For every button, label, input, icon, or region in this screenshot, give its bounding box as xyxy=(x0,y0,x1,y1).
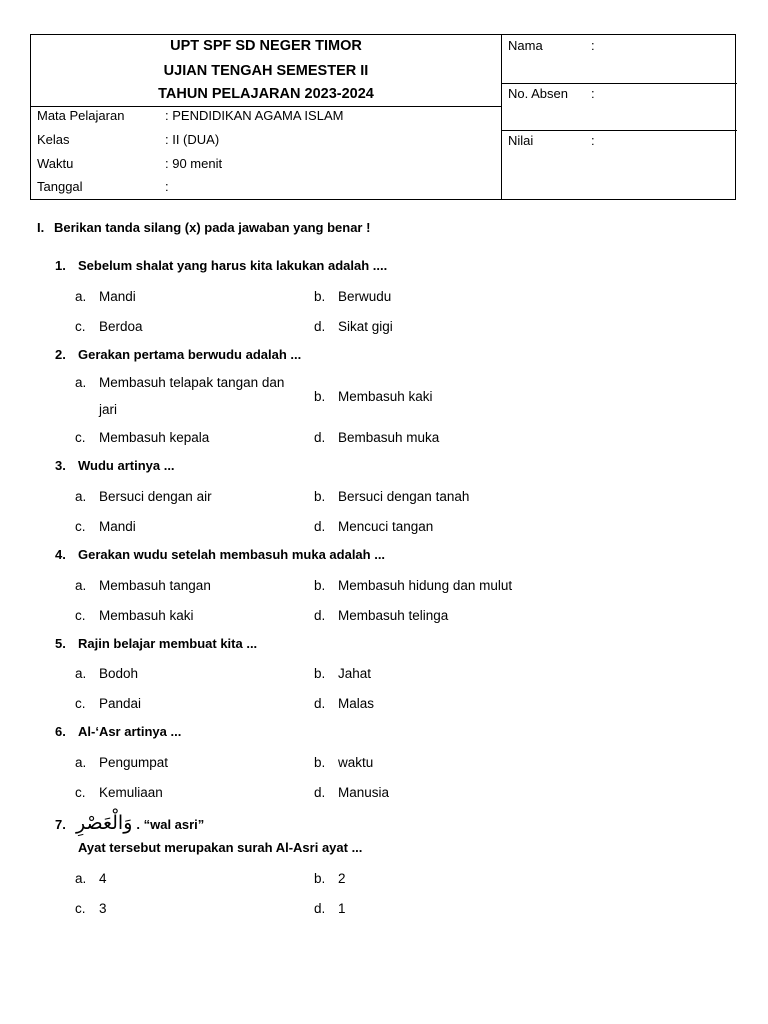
school-name: UPT SPF SD NEGER TIMOR xyxy=(170,38,362,54)
option-letter: c. xyxy=(75,319,86,334)
option-letter: a. xyxy=(75,871,87,886)
option-text: Membasuh kaki xyxy=(99,608,194,623)
field-value-time: : 90 menit xyxy=(165,156,223,171)
option-text: Mandi xyxy=(99,519,136,534)
section-instruction xyxy=(37,220,370,235)
option-letter: b. xyxy=(314,871,326,886)
option-text: Kemuliaan xyxy=(99,785,163,800)
option-1b[interactable] xyxy=(314,289,391,304)
option-1d[interactable] xyxy=(314,319,393,334)
option-2a-continued: jari xyxy=(99,402,118,417)
option-letter: c. xyxy=(75,901,86,916)
option-letter: b. xyxy=(314,289,326,304)
option-7c[interactable] xyxy=(75,901,107,916)
option-text: Pandai xyxy=(99,696,142,711)
question-2 xyxy=(55,347,301,362)
question-7 xyxy=(55,812,204,834)
option-4b[interactable] xyxy=(314,578,512,593)
arabic-verse: وَالْعَصْرِ xyxy=(76,812,133,834)
option-letter: d. xyxy=(314,785,326,800)
question-5 xyxy=(55,636,257,651)
option-text: Malas xyxy=(338,696,375,711)
header-divider-vertical xyxy=(501,35,502,199)
option-text: Jahat xyxy=(338,666,372,681)
option-letter: a. xyxy=(75,489,87,504)
option-letter: b. xyxy=(314,578,326,593)
question-text: . “wal asri” xyxy=(136,817,205,832)
option-2a[interactable] xyxy=(75,375,284,390)
option-letter: a. xyxy=(75,755,87,770)
option-letter: c. xyxy=(75,608,86,623)
option-text: Mandi xyxy=(99,289,136,304)
option-letter: b. xyxy=(314,389,326,404)
option-letter: d. xyxy=(314,696,326,711)
field-label-score: Nilai xyxy=(508,133,534,148)
option-text: 1 xyxy=(338,901,346,916)
option-text: Membasuh hidung dan mulut xyxy=(338,578,513,593)
option-2d[interactable] xyxy=(314,430,439,445)
academic-year: TAHUN PELAJARAN 2023-2024 xyxy=(158,86,374,102)
option-1a[interactable] xyxy=(75,289,136,304)
option-text: Membasuh kaki xyxy=(338,389,433,404)
option-3c[interactable] xyxy=(75,519,136,534)
option-6a[interactable] xyxy=(75,755,168,770)
option-text: Bembasuh muka xyxy=(338,430,440,445)
option-5c[interactable] xyxy=(75,696,141,711)
question-text: Al-‘Asr artinya ... xyxy=(78,724,182,739)
question-6 xyxy=(55,724,181,739)
option-4c[interactable] xyxy=(75,608,194,623)
option-text: 4 xyxy=(99,871,107,886)
option-text: Membasuh tangan xyxy=(99,578,211,593)
option-6d[interactable] xyxy=(314,785,389,800)
question-text: Rajin belajar membuat kita ... xyxy=(78,636,258,651)
option-6c[interactable] xyxy=(75,785,163,800)
option-7b[interactable] xyxy=(314,871,346,886)
field-value-class: : II (DUA) xyxy=(165,132,220,147)
option-letter: a. xyxy=(75,375,87,390)
field-value-subject: : PENDIDIKAN AGAMA ISLAM xyxy=(165,108,344,123)
exam-title: UJIAN TENGAH SEMESTER II xyxy=(163,63,369,79)
option-text: 3 xyxy=(99,901,107,916)
option-text: Bodoh xyxy=(99,666,139,681)
option-letter: b. xyxy=(314,666,326,681)
option-letter: c. xyxy=(75,519,86,534)
question-number: 5. xyxy=(55,636,66,651)
field-value-absen: : xyxy=(591,86,595,101)
option-text: 2 xyxy=(338,871,346,886)
question-text: Gerakan wudu setelah membasuh muka adalah ... xyxy=(78,547,386,562)
option-5d[interactable] xyxy=(314,696,374,711)
option-text: Pengumpat xyxy=(99,755,169,770)
field-label-absen: No. Absen xyxy=(508,86,568,101)
question-number: 6. xyxy=(55,724,66,739)
option-letter: c. xyxy=(75,785,86,800)
option-letter: c. xyxy=(75,696,86,711)
question-number: 3. xyxy=(55,458,66,473)
exam-header-table xyxy=(30,34,736,200)
question-text: Sebelum shalat yang harus kita lakukan adalah .... xyxy=(78,258,388,273)
option-letter: d. xyxy=(314,319,326,334)
option-text: Bersuci dengan air xyxy=(99,489,212,504)
question-text: Gerakan pertama berwudu adalah ... xyxy=(78,347,302,362)
option-letter: d. xyxy=(314,901,326,916)
section-instruction-text: Berikan tanda silang (x) pada jawaban yang benar ! xyxy=(54,220,371,235)
option-4a[interactable] xyxy=(75,578,211,593)
option-text: Membasuh kepala xyxy=(99,430,210,445)
option-text: Membasuh telinga xyxy=(338,608,449,623)
field-label-date: Tanggal xyxy=(37,179,83,194)
option-5b[interactable] xyxy=(314,666,371,681)
option-3d[interactable] xyxy=(314,519,433,534)
question-number: 2. xyxy=(55,347,66,362)
section-number: I. xyxy=(37,220,45,235)
header-divider-left xyxy=(31,106,501,107)
option-text: Berdoa xyxy=(99,319,143,334)
field-label-class: Kelas xyxy=(37,132,70,147)
field-label-time: Waktu xyxy=(37,156,74,171)
option-7d[interactable] xyxy=(314,901,346,916)
option-letter: d. xyxy=(314,430,326,445)
option-letter: d. xyxy=(314,519,326,534)
question-1 xyxy=(55,258,387,273)
option-text: waktu xyxy=(338,755,374,770)
option-letter: c. xyxy=(75,430,86,445)
option-7a[interactable] xyxy=(75,871,107,886)
option-3b[interactable] xyxy=(314,489,469,504)
option-text: Berwudu xyxy=(338,289,392,304)
option-letter: a. xyxy=(75,289,87,304)
field-label-name: Nama xyxy=(508,38,543,53)
field-value-score: : xyxy=(591,133,595,148)
question-number: 1. xyxy=(55,258,66,273)
option-text: Mencuci tangan xyxy=(338,519,434,534)
option-letter: a. xyxy=(75,666,87,681)
question-text: Wudu artinya ... xyxy=(78,458,175,473)
option-text: Bersuci dengan tanah xyxy=(338,489,470,504)
field-value-date: : xyxy=(165,179,169,194)
question-7-subtext: Ayat tersebut merupakan surah Al-Asri ayat ... xyxy=(78,840,363,855)
option-6b[interactable] xyxy=(314,755,373,770)
option-letter: d. xyxy=(314,608,326,623)
field-value-name: : xyxy=(591,38,595,53)
option-3a[interactable] xyxy=(75,489,212,504)
option-text-line1: Membasuh telapak tangan dan xyxy=(99,375,285,390)
header-divider-right-1 xyxy=(501,83,737,84)
option-letter: a. xyxy=(75,578,87,593)
field-label-subject: Mata Pelajaran xyxy=(37,108,125,123)
option-5a[interactable] xyxy=(75,666,138,681)
option-text: Sikat gigi xyxy=(338,319,393,334)
option-letter: b. xyxy=(314,489,326,504)
question-number: 4. xyxy=(55,547,66,562)
option-text: Manusia xyxy=(338,785,390,800)
question-number: 7. xyxy=(55,817,66,832)
option-2c[interactable] xyxy=(75,430,209,445)
option-4d[interactable] xyxy=(314,608,448,623)
question-3 xyxy=(55,458,175,473)
header-divider-right-2 xyxy=(501,130,737,131)
option-letter: b. xyxy=(314,755,326,770)
question-4 xyxy=(55,547,385,562)
option-1c[interactable] xyxy=(75,319,143,334)
option-2b[interactable] xyxy=(314,389,433,404)
